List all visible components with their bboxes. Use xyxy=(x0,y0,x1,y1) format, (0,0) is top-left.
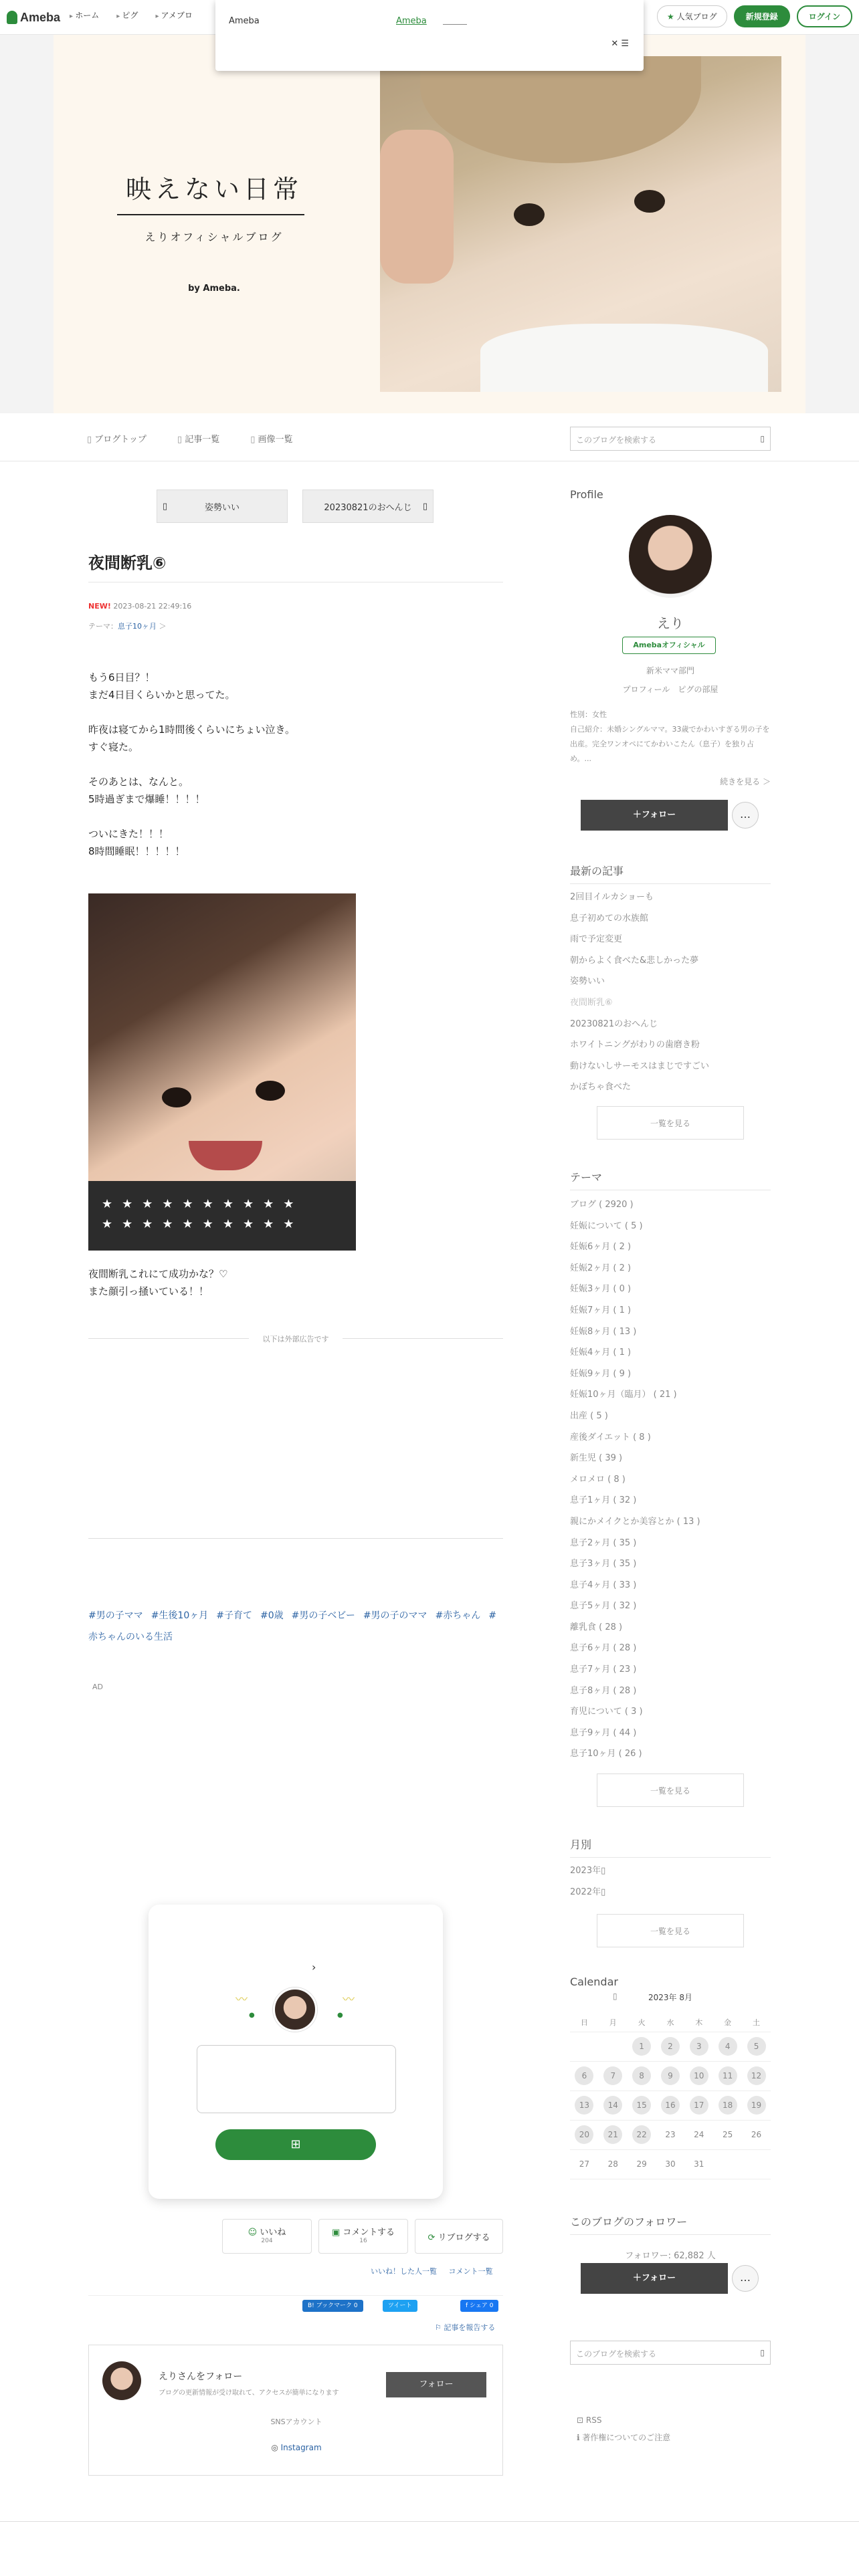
tweet-button[interactable]: ツイート xyxy=(383,2300,417,2312)
line: まだ4日目くらいかと思ってた。 xyxy=(88,689,235,701)
paragraph xyxy=(88,773,503,808)
recent-item[interactable]: 息子初めての水族館 xyxy=(570,913,649,924)
theme-item[interactable]: 出産 ( 5 ) xyxy=(570,1410,608,1421)
chevron-right-icon[interactable]: › xyxy=(312,1961,316,1973)
calendar-cell xyxy=(628,2032,656,2061)
calendar-day-link[interactable]: 8 xyxy=(632,2066,651,2085)
hand xyxy=(380,130,454,284)
theme-item[interactable]: 息子10ヶ月 ( 26 ) xyxy=(570,1749,642,1759)
like-button[interactable] xyxy=(222,2219,312,2254)
calendar-day: 24 xyxy=(694,2130,704,2139)
entry-title: 夜間断乳⑥ xyxy=(88,554,167,572)
recent-item-current[interactable]: 夜間断乳⑥ xyxy=(570,997,613,1008)
blog-search-input[interactable] xyxy=(570,427,771,451)
theme-item[interactable]: 妊娠2ヶ月 ( 2 ) xyxy=(570,1263,632,1273)
bookmark-button[interactable]: B! ブックマーク 0 xyxy=(302,2300,363,2312)
theme-item[interactable]: 産後ダイエット ( 8 ) xyxy=(570,1432,651,1442)
line: 5時過ぎまで爆睡！！！！ xyxy=(88,793,205,805)
calendar-cell xyxy=(713,2090,742,2120)
nav-pigg[interactable]: ▸ ピグ xyxy=(116,9,138,21)
bio-line: 性別：女性 xyxy=(570,710,607,719)
sparkle-icon: ● xyxy=(249,2012,255,2019)
calendar-day-link[interactable]: 7 xyxy=(603,2066,622,2085)
calendar-cell xyxy=(713,2032,742,2061)
calendar-cell xyxy=(713,2061,742,2090)
calendar-cell xyxy=(656,2061,685,2090)
star-pattern: ★★★★★★★★★★ ★★★★★★★★★★ xyxy=(88,1181,356,1251)
blog-banner xyxy=(0,35,859,413)
calendar-day-link[interactable]: 14 xyxy=(603,2096,622,2115)
comment-button[interactable] xyxy=(318,2219,408,2254)
weekday: 月 xyxy=(599,2013,628,2032)
recent-heading: 最新の記事 xyxy=(570,863,771,884)
calendar-cell xyxy=(628,2149,656,2179)
popup-underline xyxy=(443,24,467,25)
by-ameba: by Ameba. xyxy=(188,284,240,294)
hashtag[interactable]: #生後10ヶ月 xyxy=(151,1610,209,1621)
theme-item[interactable]: 息子6ヶ月 ( 28 ) xyxy=(570,1643,637,1654)
profile-bio xyxy=(570,708,771,766)
like-label: いいね xyxy=(260,2228,286,2238)
dropdown-popup xyxy=(215,0,644,71)
next-entry-label: 20230821のおへんじ xyxy=(324,502,412,513)
calendar-cell xyxy=(684,2032,713,2061)
sidebar-follow-button[interactable]: ＋フォロー xyxy=(581,800,728,831)
calendar-day-link[interactable]: 20 xyxy=(575,2125,593,2144)
subnav-blog-top[interactable]: ▯ ブログトップ xyxy=(87,432,147,445)
more-options-icon[interactable]: … xyxy=(732,2265,759,2292)
calendar-table xyxy=(570,2013,771,2179)
blog-subnav xyxy=(0,413,859,461)
like-send-button[interactable] xyxy=(215,2129,376,2160)
paragraph xyxy=(88,721,503,756)
calendar-cell xyxy=(742,2149,771,2179)
theme-item[interactable]: 妊娠について ( 5 ) xyxy=(570,1220,643,1231)
recent-more-button[interactable]: 一覧を見る xyxy=(597,1106,744,1140)
calendar-cell xyxy=(570,2032,599,2061)
profile-genre: 新米ママ部門 xyxy=(646,666,694,675)
more-options-icon[interactable]: … xyxy=(732,802,759,829)
calendar-day: 29 xyxy=(636,2159,647,2169)
like-count: 204 xyxy=(261,2238,273,2244)
calendar-cell xyxy=(684,2061,713,2090)
register-button[interactable]: 新規登録 xyxy=(734,5,790,27)
shirt xyxy=(480,324,768,392)
calendar-cell xyxy=(599,2061,628,2090)
next-icon: ▯ xyxy=(422,501,427,512)
entry-date: 2023-08-21 22:49:16 xyxy=(113,602,192,611)
theme-link[interactable]: 息子10ヶ月 xyxy=(118,622,157,631)
follower-count[interactable]: フォロワー: 62,882 人 xyxy=(625,2251,716,2261)
calendar-cell xyxy=(628,2120,656,2149)
official-badge: Amebaオフィシャル xyxy=(622,637,716,654)
calendar-day-link[interactable]: 15 xyxy=(632,2096,651,2115)
calendar-cell xyxy=(599,2032,628,2061)
entry-photo[interactable] xyxy=(88,893,356,1251)
title-divider xyxy=(117,214,304,215)
top-nav xyxy=(70,9,193,21)
sparkle-icon: ● xyxy=(337,2012,343,2019)
calendar-heading: Calendar xyxy=(570,1975,618,1988)
calendar-day-link[interactable]: 9 xyxy=(661,2066,680,2085)
recent-item[interactable]: 2回目イルカショーも xyxy=(570,892,654,902)
ad-label: 以下は外部広告です xyxy=(88,1333,503,1344)
eye-right xyxy=(634,190,665,213)
profile-more-link[interactable]: 続きを見る ＞ xyxy=(720,777,771,786)
theme-item[interactable]: ブログ ( 2920 ) xyxy=(570,1200,634,1210)
gift-icon: ⊞ xyxy=(290,2137,301,2151)
comment-label: コメントする xyxy=(343,2228,395,2238)
subnav-links xyxy=(87,432,293,445)
theme-item[interactable]: 育児について ( 3 ) xyxy=(570,1707,643,1717)
line: 8時間睡眠！！！！！ xyxy=(88,845,185,857)
theme-item[interactable]: 息子2ヶ月 ( 35 ) xyxy=(570,1537,637,1548)
weekday: 土 xyxy=(742,2013,771,2032)
calendar-week xyxy=(570,2149,771,2179)
theme-item[interactable]: 妊娠10ヶ月（臨月） ( 21 ) xyxy=(570,1390,677,1400)
theme-item[interactable]: 親にかメイクとか美容とか ( 13 ) xyxy=(570,1516,700,1527)
header-actions xyxy=(657,5,852,27)
nav-ameblo[interactable]: ▸ アメブロ xyxy=(155,9,192,21)
calendar-day-link[interactable]: 16 xyxy=(661,2096,680,2115)
calendar-day-link[interactable]: 5 xyxy=(747,2037,766,2056)
calendar-day xyxy=(575,2036,593,2055)
theme-item[interactable]: 新生児 ( 39 ) xyxy=(570,1453,623,1464)
profile-name[interactable]: えり xyxy=(657,615,684,631)
calendar-cell xyxy=(628,2061,656,2090)
new-badge: NEW! xyxy=(88,602,111,611)
line: そのあとは、なんと。 xyxy=(88,776,189,788)
prev-entry-label: 姿勢いい xyxy=(204,502,240,513)
calendar-day-link[interactable]: 11 xyxy=(719,2066,737,2085)
sns-label: SNSアカウント xyxy=(270,2418,322,2426)
entry-theme: テーマ：息子10ヶ月 ＞ xyxy=(88,622,167,631)
nav-home[interactable]: ▸ ホーム xyxy=(70,9,99,21)
calendar-day-link[interactable]: 21 xyxy=(603,2125,622,2144)
calendar-cell xyxy=(656,2032,685,2061)
theme-item[interactable]: 息子1ヶ月 ( 32 ) xyxy=(570,1495,637,1506)
popup-close-icon[interactable]: ✕ ☰ xyxy=(611,39,629,49)
theme-item[interactable]: 息子4ヶ月 ( 33 ) xyxy=(570,1580,637,1590)
calendar-day-link[interactable]: 4 xyxy=(719,2037,737,2056)
sidebar-search-input[interactable] xyxy=(570,2341,771,2365)
recent-item[interactable]: 雨で予定変更 xyxy=(570,934,623,945)
reblog-icon: ⟳ xyxy=(427,2233,438,2243)
hashtag[interactable]: #0歳 xyxy=(260,1610,284,1621)
follow-button[interactable]: フォロー xyxy=(386,2372,486,2397)
search-icon[interactable]: ▯ xyxy=(760,434,765,443)
calendar-cell xyxy=(684,2090,713,2120)
paragraph xyxy=(88,825,503,860)
line: ついにきた！！！ xyxy=(88,828,169,840)
comments-link[interactable]: コメント一覧 xyxy=(448,2267,493,2276)
banner-inner[interactable] xyxy=(54,35,805,413)
sparkle-icon: 〰 xyxy=(343,1993,355,2007)
calendar-day-link[interactable]: 6 xyxy=(575,2066,593,2085)
calendar-cell xyxy=(742,2120,771,2149)
theme-item[interactable]: 息子8ヶ月 ( 28 ) xyxy=(570,1685,637,1696)
line: すぐ寝た。 xyxy=(88,741,139,753)
calendar-title: 2023年 8月 xyxy=(648,1993,692,2002)
calendar-cell xyxy=(599,2090,628,2120)
calendar-day: 27 xyxy=(579,2159,590,2169)
sidebar-follow-button-2[interactable]: ＋フォロー xyxy=(581,2263,728,2294)
followers-heading: このブログのフォロワー xyxy=(570,2214,771,2235)
theme-item[interactable]: 妊娠8ヶ月 ( 13 ) xyxy=(570,1326,637,1337)
search-icon[interactable]: ▯ xyxy=(760,2348,765,2357)
smile-icon: ☺ xyxy=(248,2228,260,2238)
eye-left xyxy=(514,203,545,226)
share-row xyxy=(88,2295,503,2315)
rss-link[interactable] xyxy=(577,2411,670,2429)
theme-heading: テーマ xyxy=(570,1169,771,1190)
reblog-label: リブログする xyxy=(438,2233,490,2243)
weekday: 日 xyxy=(570,2013,599,2032)
header-photo xyxy=(380,56,781,392)
comment-count: 16 xyxy=(359,2238,367,2244)
recent-item[interactable]: ホワイトニングがわりの歯磨き粉 xyxy=(570,1040,700,1051)
month-item[interactable]: 2023年▯ xyxy=(570,1866,606,1876)
calendar-cell xyxy=(570,2149,599,2179)
calendar-day xyxy=(719,2154,737,2173)
recent-item[interactable]: かぼちゃ食べた xyxy=(570,1082,632,1093)
instagram-link[interactable] xyxy=(89,2443,504,2452)
popular-blogs-button[interactable]: ★ 人気ブログ xyxy=(657,5,727,27)
instagram-label: Instagram xyxy=(280,2443,322,2452)
comment-icon: ▣ xyxy=(331,2228,343,2238)
search-placeholder: このブログを検索する xyxy=(576,2349,657,2359)
weekday: 金 xyxy=(713,2013,742,2032)
calendar-cell xyxy=(656,2120,685,2149)
theme-item[interactable]: 妊娠4ヶ月 ( 1 ) xyxy=(570,1348,632,1358)
instagram-icon: ◎ xyxy=(271,2443,281,2452)
reblog-button[interactable] xyxy=(415,2219,503,2254)
calendar-cell xyxy=(742,2061,771,2090)
calendar-day: 23 xyxy=(665,2130,676,2139)
theme-label: テーマ： xyxy=(88,622,118,631)
theme-more-button[interactable]: 一覧を見る xyxy=(597,1774,744,1807)
bio-line: 自己紹介：未婚シングルママ。33歳でかわいすぎる男の子を出産。完全ワンオペにてかわいこたん（息子）を独り占め。... xyxy=(570,725,770,763)
report-label: 記事を報告する xyxy=(444,2323,496,2332)
theme-item[interactable]: 妊娠7ヶ月 ( 1 ) xyxy=(570,1305,632,1315)
theme-item[interactable]: 息子5ヶ月 ( 32 ) xyxy=(570,1601,637,1612)
calendar-day xyxy=(603,2036,622,2055)
theme-item[interactable]: 妊娠6ヶ月 ( 2 ) xyxy=(570,1242,632,1253)
theme-item[interactable]: 息子9ヶ月 ( 44 ) xyxy=(570,1727,637,1738)
recent-item[interactable]: 動けないしサーモスはまじですごい xyxy=(570,1061,710,1071)
weekday: 水 xyxy=(656,2013,685,2032)
recent-item[interactable]: 姿勢いい xyxy=(570,976,605,987)
copyright-label: 著作権についてのご注意 xyxy=(582,2433,671,2442)
weekday-row xyxy=(570,2013,771,2032)
follow-desc: ブログの更新情報が受け取れて、アクセスが簡単になります xyxy=(159,2389,339,2397)
calendar-cell xyxy=(684,2149,713,2179)
ad-mark: AD xyxy=(92,1683,103,1691)
calendar-week xyxy=(570,2090,771,2120)
reaction-links xyxy=(361,2266,493,2276)
calendar-day-link[interactable]: 17 xyxy=(690,2096,708,2115)
calendar-day: 25 xyxy=(723,2130,733,2139)
calendar-day-link[interactable]: 12 xyxy=(747,2066,766,2085)
hashtag[interactable]: #男の子ベビー xyxy=(291,1610,355,1621)
calendar-cell xyxy=(570,2120,599,2149)
facebook-share-button[interactable]: f シェア 0 xyxy=(460,2300,498,2312)
recent-item[interactable]: 20230821のおへんじ xyxy=(570,1018,658,1029)
weekday: 木 xyxy=(684,2013,713,2032)
paragraph xyxy=(88,669,503,704)
hashtag[interactable]: #男の子ママ xyxy=(88,1610,143,1621)
entry-meta xyxy=(88,602,191,611)
login-button[interactable]: ログイン xyxy=(797,5,852,27)
calendar-cell xyxy=(656,2090,685,2120)
calendar-cell xyxy=(570,2061,599,2090)
calendar-cell xyxy=(713,2120,742,2149)
calendar-cell xyxy=(713,2149,742,2179)
theme-list xyxy=(570,1194,771,1765)
like-message-box[interactable] xyxy=(197,2045,396,2113)
calendar-cell xyxy=(684,2120,713,2149)
sparkle-icon: 〰 xyxy=(235,1993,248,2007)
calendar-cell xyxy=(570,2090,599,2120)
like-card xyxy=(149,1905,443,2199)
calendar-day: 28 xyxy=(607,2159,618,2169)
copyright-icon: ℹ xyxy=(577,2433,583,2442)
recent-list xyxy=(570,887,771,1098)
calendar-day-link[interactable]: 10 xyxy=(690,2066,708,2085)
footer-divider xyxy=(0,2521,859,2522)
theme-item[interactable]: 離乳食 ( 28 ) xyxy=(570,1622,623,1632)
prev-entry-button[interactable] xyxy=(157,490,288,523)
theme-item[interactable]: 息子3ヶ月 ( 35 ) xyxy=(570,1559,637,1570)
theme-item[interactable]: メロメロ ( 8 ) xyxy=(570,1474,626,1485)
entry-caption xyxy=(88,1265,503,1300)
calendar-day-link[interactable]: 19 xyxy=(747,2096,766,2115)
ad-divider xyxy=(88,1538,503,1539)
subnav-entry-list[interactable]: ▯ 記事一覧 xyxy=(177,432,219,445)
rss-label: RSS xyxy=(585,2416,602,2425)
hashtag[interactable]: #赤ちゃん xyxy=(435,1610,481,1621)
profile-links[interactable]: プロフィール ピグの部屋 xyxy=(622,685,719,694)
follow-title: えりさんをフォロー xyxy=(159,2371,243,2382)
calendar-day-link[interactable]: 1 xyxy=(632,2037,651,2056)
rss-icon: ⊡ xyxy=(577,2416,586,2425)
eye-right xyxy=(256,1081,285,1101)
month-heading: 月別 xyxy=(570,1836,771,1858)
calendar-day: 30 xyxy=(665,2159,676,2169)
theme-item[interactable]: 息子7ヶ月 ( 23 ) xyxy=(570,1665,637,1675)
hashtag[interactable]: #子育て xyxy=(216,1610,253,1621)
logo-text: Ameba xyxy=(20,10,61,24)
calendar-cell xyxy=(628,2090,656,2120)
ameba-logo-icon xyxy=(7,11,17,24)
search-placeholder: このブログを検索する xyxy=(576,435,657,445)
line: 昨夜は寝てから1時間後くらいにちょい泣き。 xyxy=(88,724,295,736)
calendar-cell xyxy=(742,2090,771,2120)
caption-line: 夜間断乳これにて成功かな？♡ xyxy=(88,1268,228,1280)
popup-link[interactable]: Ameba xyxy=(396,16,427,26)
profile-avatar[interactable] xyxy=(629,515,712,598)
hashtag[interactable]: #赤ちゃんのいる生活 xyxy=(88,1610,497,1642)
calendar-week xyxy=(570,2120,771,2149)
calendar-day: 26 xyxy=(751,2130,762,2139)
calendar-cell xyxy=(599,2149,628,2179)
weekday: 火 xyxy=(628,2013,656,2032)
calendar-cell xyxy=(599,2120,628,2149)
copyright-link[interactable] xyxy=(577,2429,670,2446)
calendar-day: 31 xyxy=(694,2159,704,2169)
ameba-logo[interactable] xyxy=(7,8,60,27)
calendar-week xyxy=(570,2032,771,2061)
baby-cap xyxy=(420,56,701,163)
report-link[interactable] xyxy=(435,2322,495,2333)
author-avatar xyxy=(102,2361,141,2400)
entry-body xyxy=(88,669,503,877)
popup-label: Ameba xyxy=(229,16,260,26)
next-entry-button[interactable] xyxy=(302,490,434,523)
calendar-day xyxy=(747,2154,766,2173)
hashtags xyxy=(88,1605,503,1648)
calendar-prev-icon[interactable]: ▯ xyxy=(613,1992,617,2001)
follow-card xyxy=(88,2345,503,2476)
calendar-cell xyxy=(742,2032,771,2061)
month-list xyxy=(570,1860,771,1903)
line: もう6日目？！ xyxy=(88,671,155,683)
sidebar-footer-links xyxy=(577,2411,670,2446)
calendar-day-link[interactable]: 3 xyxy=(690,2037,708,2056)
blog-subtitle: えりオフィシャルブログ xyxy=(145,231,284,243)
recent-item[interactable]: 朝からよく食べた&悲しかった夢 xyxy=(570,955,699,966)
crown-icon: ★ xyxy=(666,12,677,21)
calendar-week xyxy=(570,2061,771,2090)
mouth xyxy=(189,1141,262,1170)
month-more-button[interactable]: 一覧を見る xyxy=(597,1914,744,1947)
hashtag[interactable]: #男の子のママ xyxy=(363,1610,427,1621)
theme-item[interactable]: 妊娠9ヶ月 ( 9 ) xyxy=(570,1368,632,1379)
theme-item[interactable]: 妊娠3ヶ月 ( 0 ) xyxy=(570,1284,632,1295)
profile-heading: Profile xyxy=(570,488,603,501)
eye-left xyxy=(162,1087,191,1107)
calendar-cell xyxy=(656,2149,685,2179)
calendar-day-link[interactable]: 13 xyxy=(575,2096,593,2115)
prev-icon: ▯ xyxy=(163,501,168,512)
calendar-day-link[interactable]: 2 xyxy=(661,2037,680,2056)
caption-line: また顔引っ掻いている！！ xyxy=(88,1285,209,1297)
blog-title: 映えない日常 xyxy=(125,175,302,204)
author-avatar xyxy=(273,1988,317,2032)
calendar-day-link[interactable]: 18 xyxy=(719,2096,737,2115)
month-item[interactable]: 2022年▯ xyxy=(570,1887,606,1897)
calendar-day-link[interactable]: 22 xyxy=(632,2125,651,2144)
subnav-image-list[interactable]: ▯ 画像一覧 xyxy=(250,432,292,445)
flag-icon: ⚐ xyxy=(435,2323,444,2332)
liked-users-link[interactable]: いいね！した人一覧 xyxy=(371,2267,437,2276)
